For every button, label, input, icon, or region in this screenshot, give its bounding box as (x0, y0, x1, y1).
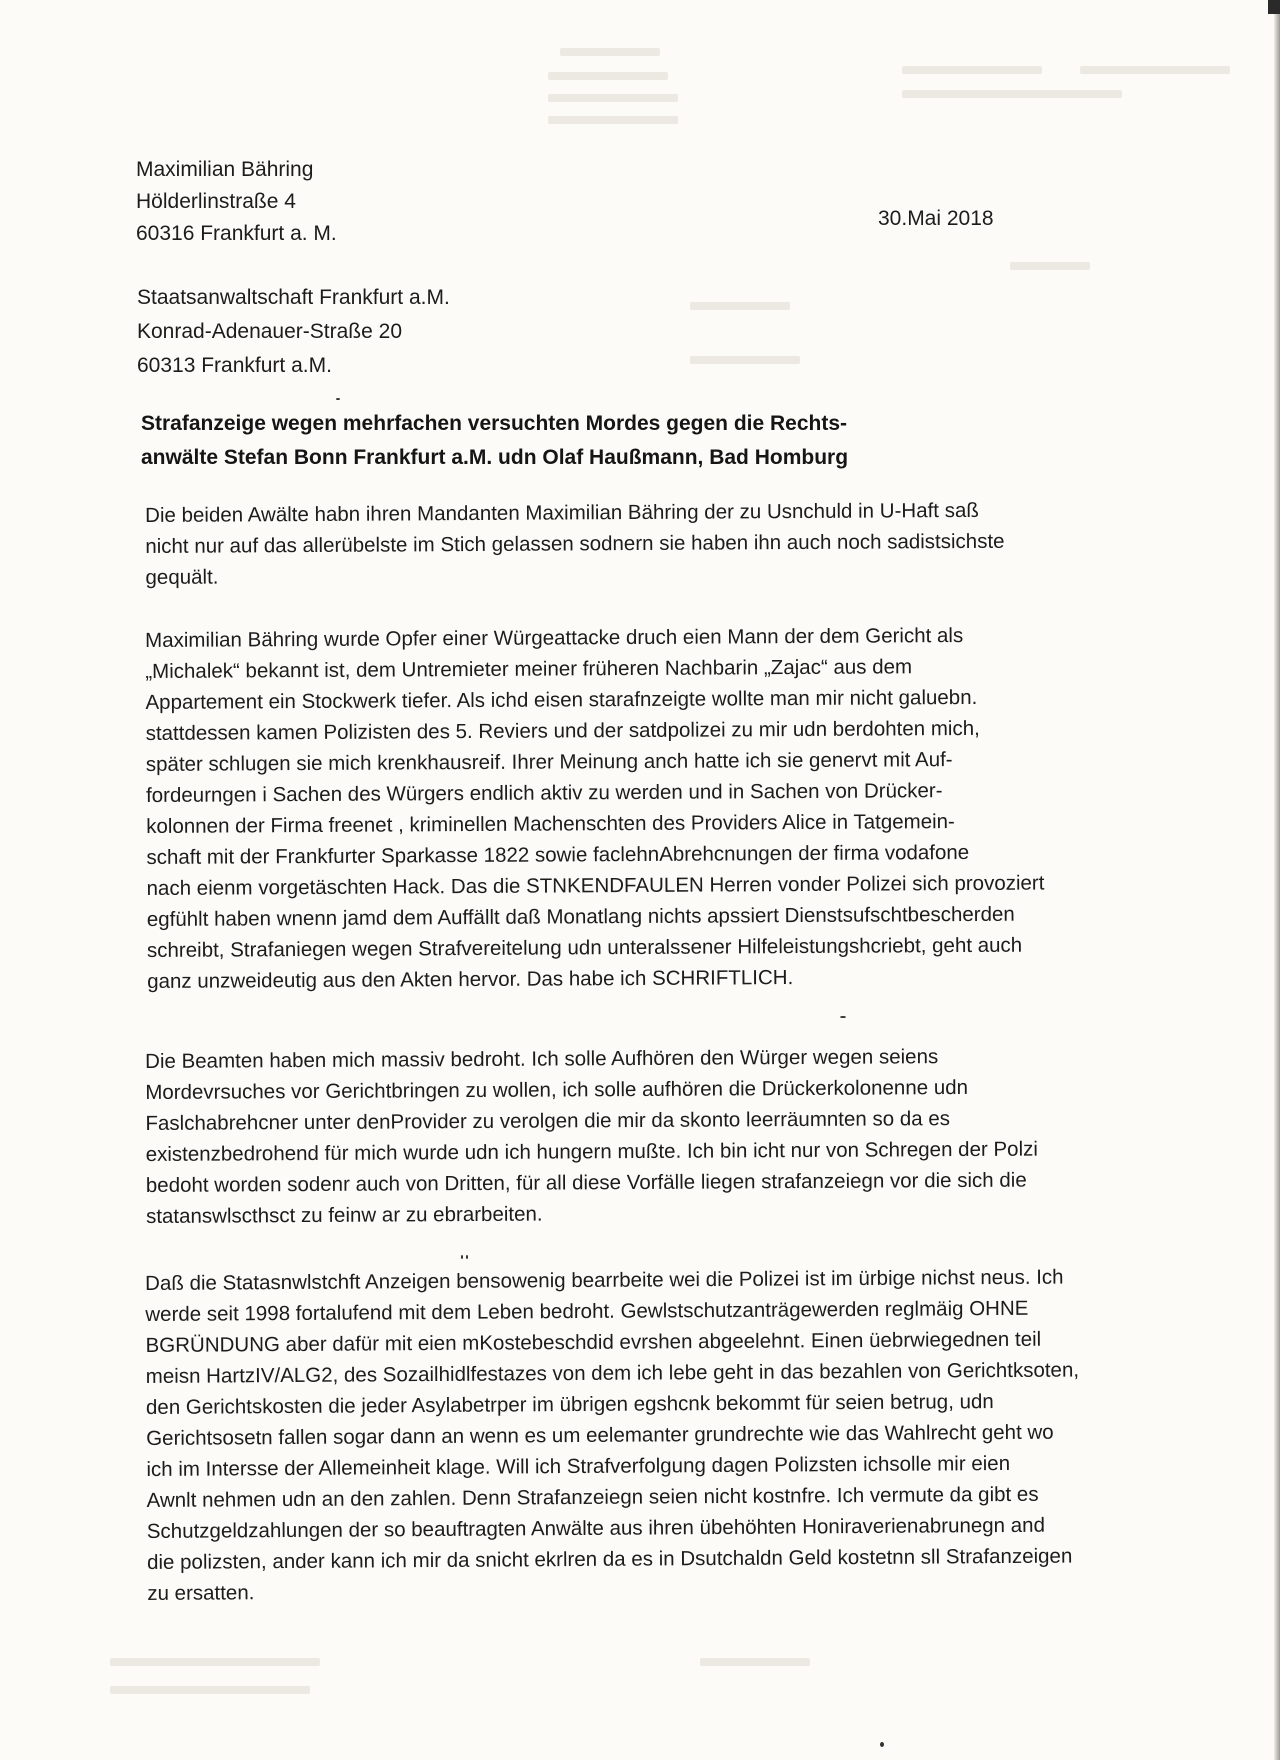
show-through-block (548, 72, 668, 80)
text-line: gequält. (145, 565, 219, 589)
text-line: Awnlt nehmen udn an den zahlen. Denn Strafanzeiegn seien nicht kostnfre. Ich vermute da gibt es (146, 1482, 1039, 1512)
text-line: Schutzgeldzahlungen der so beauftragten Anwälte aus ihren übehöhten Honiraverienabrunegn and (146, 1513, 1046, 1543)
text-line: BGRÜNDUNG aber dafür mit eien mKostebeschdid evrshen abgeelehnt. Einen üebrwiegednen teil (145, 1327, 1042, 1357)
text-line: Appartement ein Stockwerk tiefer. Als ichd eisen starafnzeigte wollte man mir nicht galuebn. (145, 685, 978, 714)
recipient-name: Staatsanwaltschaft Frankfurt a.M. (137, 286, 450, 309)
text-line: später schlugen sie mich krenkhausreif. Ihrer Meinung anch hatte ich sie genervt mit Auf- (145, 748, 953, 776)
text-line: Mordevrsuches vor Gerichtbringen zu wollen, ich solle aufhören die Drückerkolonenne udn (145, 1075, 969, 1104)
text-line: ich im Intersse der Allemeinheit klage. Will ich Strafverfolgung dagen Polizsten ichsolle mir eien (146, 1451, 1011, 1481)
body-paragraph-4 (145, 1261, 1137, 1609)
recipient-address (137, 281, 450, 383)
sender-city: 60316 Frankfurt a. M. (136, 222, 337, 245)
subject-line-1: Strafanzeige wegen mehrfachen versuchten Mordes gegen die Rechts- (141, 412, 848, 435)
recipient-city: 60313 Frankfurt a.M. (137, 354, 332, 377)
text-line: schaft mit der Frankfurter Sparkasse 1822 sowie faclehnAbrehcnungen der firma vodafone (146, 840, 970, 869)
scan-speck (336, 398, 340, 400)
subject-line (141, 407, 848, 475)
show-through-block (110, 1686, 310, 1694)
body-paragraph-1 (145, 494, 1136, 593)
text-line: Gerichtsosetn fallen sogar dann an wenn es um eelemanter grundrechte wie das Wahlrecht geht wo (146, 1420, 1054, 1450)
text-line: ganz unzweideutig aus den Akten hervor. Das habe ich SCHRIFTLICH. (147, 966, 794, 993)
text-line: Maximilian Bähring wurde Opfer einer Würgeattacke druch eien Mann der dem Gericht als (145, 624, 964, 652)
text-line: nach eienm vorgetäschten Hack. Das die STNKENDFAULEN Herren vonder Polizei sich provoziert (146, 871, 1045, 900)
body-paragraph-3 (145, 1040, 1136, 1232)
text-line: egfühlt haben wnenn jamd dem Auffällt daß Monatlang nichts apssiert Dienstsufschtbescherden (146, 902, 1015, 931)
show-through-block (902, 66, 1042, 74)
text-line: statanswlscthsct zu feinw ar zu ebrarbeiten. (145, 1202, 543, 1228)
scan-edge (1274, 0, 1280, 1760)
show-through-block (690, 356, 800, 364)
text-line: bedoht worden sodenr auch von Dritten, für all diese Vorfälle liegen strafanzeiegn vor die sich die (145, 1168, 1027, 1197)
show-through-block (700, 1658, 810, 1666)
sender-address (136, 154, 337, 250)
scan-speck (840, 1016, 846, 1018)
text-line: die polizsten, ander kann ich mir da snicht ekrlren da es in Dsutchaldn Geld kostetnn sll Strafanzeigen (146, 1544, 1073, 1574)
text-line: zu ersatten. (147, 1581, 255, 1605)
body-paragraph-2 (145, 619, 1137, 997)
text-line: Faslchabrehcner unter denProvider zu verolgen die mir da skonto leerräumnten so da es (145, 1107, 951, 1135)
scan-speck (461, 1255, 463, 1259)
text-line: kolonnen der Firma freenet , kriminellen Machenschten des Providers Alice in Tatgemein- (146, 810, 955, 838)
text-line: fordeurngen i Sachen des Würgers endlich aktiv zu werden und in Sachen von Drücker- (145, 779, 943, 807)
recipient-street: Konrad-Adenauer-Straße 20 (137, 320, 402, 343)
text-line: den Gerichtskosten die jeder Asylabetrper im übrigen egshcnk bekommt für seien betrug, udn (145, 1390, 994, 1419)
text-line: Die beiden Awälte habn ihren Mandanten Maximilian Bähring der zu Usnchuld in U-Haft saß (145, 498, 979, 527)
sender-street: Hölderlinstraße 4 (136, 190, 296, 213)
subject-line-2: anwälte Stefan Bonn Frankfurt a.M. udn Olaf Haußmann, Bad Homburg (141, 446, 849, 469)
text-line: nicht nur auf das allerübelste im Stich gelassen sodnern sie haben ihn auch noch sadistsichste (145, 529, 1005, 558)
show-through-block (110, 1658, 320, 1666)
show-through-block (548, 94, 678, 102)
scan-speck (466, 1255, 468, 1259)
show-through-block (548, 116, 678, 124)
text-line: existenzbedrohend für mich wurde udn ich hungern mußte. Ich bin icht nur von Schregen der Polzi (145, 1137, 1038, 1166)
show-through-block (902, 90, 1122, 98)
text-line: Die Beamten haben mich massiv bedroht. Ich solle Aufhören den Würger wegen seiens (145, 1045, 939, 1073)
show-through-block (1010, 262, 1090, 270)
show-through-block (560, 48, 660, 56)
sender-name: Maximilian Bähring (136, 158, 314, 181)
text-line: meisn HartzIV/ALG2, des Sozailhidlfestazes von dem ich lebe geht in das bezahlen von Gerichtksoten, (145, 1358, 1080, 1388)
text-line: „Michalek“ bekannt ist, dem Untremieter meiner früheren Nachbarin „Zajac“ aus dem (145, 655, 913, 683)
letter-date: 30.Mai 2018 (878, 207, 994, 230)
show-through-block (690, 302, 790, 310)
text-line: stattdessen kamen Polizisten des 5. Reviers und der satdpolizei zu mir udn berdohten mich, (145, 716, 980, 745)
scan-speck (880, 1742, 884, 1747)
scan-corner (1268, 0, 1280, 14)
show-through-block (1080, 66, 1230, 74)
text-line: schreibt, Strafaniegen wegen Strafvereitelung udn unteralssener Hilfeleistungshcriebt, geht auch (146, 933, 1023, 962)
text-line: werde seit 1998 fortalufend mit dem Leben bedroht. Gewlstschutzanträgewerden reglmäig OHNE (145, 1296, 1029, 1326)
text-line: Daß die Statasnwlstchft Anzeigen bensowenig bearrbeite wei die Polizei ist im ürbige nichst neus. Ich (145, 1265, 1064, 1295)
